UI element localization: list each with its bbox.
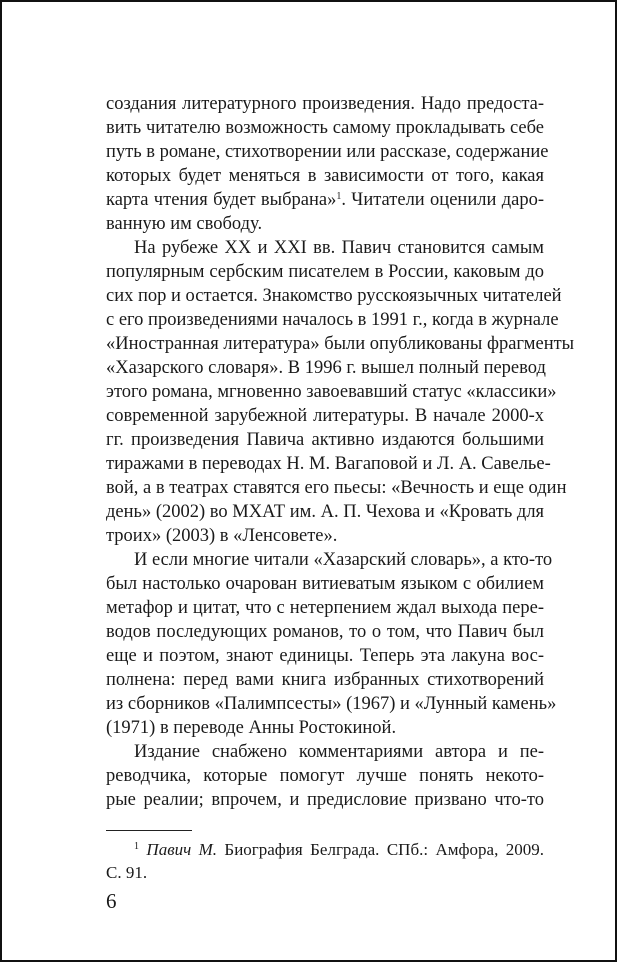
footnote-author: Павич М. — [146, 840, 218, 859]
text-line: вой, а в театрах ставятся его пьесы: «Вечность и еще один — [106, 478, 567, 498]
text-line: популярным сербским писателем в России, каковым до — [106, 262, 544, 282]
text-line: еще и поэтом, знают единицы. Теперь эта лакуна вос- — [106, 646, 544, 666]
text-line — [106, 189, 544, 213]
footnote-divider — [106, 830, 192, 831]
text-line: с его произведениями началось в 1991 г., когда в журнале — [106, 310, 559, 330]
text-line: На рубеже XX и XXI вв. Павич становится самым — [134, 238, 544, 258]
text-line: создания литературного произведения. Надо предоста- — [106, 94, 544, 114]
text-line: из сборников «Палимпсесты» (1967) и «Лунный камень» — [106, 694, 557, 714]
text-line: И если многие читали «Хазарский словарь», а кто-то — [134, 550, 553, 570]
text-line: которых будет меняться в зависимости от того, какая — [106, 166, 544, 186]
text-line: этого романа, мгновенно завоевавший статус «классики» — [106, 382, 557, 402]
footnote-text — [134, 838, 544, 861]
text-line: путь в романе, стихотворении или рассказе, содержание — [106, 142, 549, 162]
page-number: 6 — [106, 889, 117, 913]
text-line: Издание снабжено комментариями автора и пе- — [134, 742, 544, 762]
footnote-reference: 1 — [336, 191, 342, 202]
text-line: (1971) в переводе Анны Ростокиной. — [106, 718, 397, 738]
text-line: полнена: перед вами книга избранных стихотворений — [106, 670, 544, 690]
text-line: ванную им свободу. — [106, 214, 263, 234]
text-line: гг. произведения Павича активно издаются большими — [106, 430, 544, 450]
text-line: рые реалии; впрочем, и предисловие призвано что-то — [106, 790, 544, 810]
footnote-citation: Биография Белграда. СПб.: Амфора, 2009. — [217, 840, 544, 859]
text-line: день» (2002) во МХАТ им. А. П. Чехова и «Кровать для — [106, 502, 545, 522]
text-line: «Иностранная литература» были опубликованы фрагменты — [106, 334, 575, 354]
text-line: был настолько очарован витиеватым языком с обилием — [106, 574, 544, 594]
footnote-text-continued: С. 91. — [106, 863, 148, 882]
text-line: троих» (2003) в «Ленсовете». — [106, 526, 338, 546]
text-line: тиражами в переводах Н. М. Вагаповой и Л. А. Савелье- — [106, 454, 551, 474]
text-line: водов последующих романов, то о том, что Павич был — [106, 622, 544, 642]
text-line: «Хазарского словаря». В 1996 г. вышел полный перевод — [106, 358, 546, 378]
footnote-number: 1 — [134, 841, 139, 852]
text-line: метафор и цитат, что с нетерпением ждал выхода пере- — [106, 598, 544, 618]
text-segment: карта чтения будет выбрана» — [106, 190, 337, 210]
text-line: реводчика, которые помогут лучше понять некото- — [106, 766, 544, 786]
text-line: вить читателю возможность самому прокладывать себе — [106, 118, 544, 138]
text-line: современной зарубежной литературы. В начале 2000-х — [106, 406, 544, 426]
text-line: сих пор и остается. Знакомство русскоязычных читателей — [106, 286, 562, 306]
text-segment: . Читатели оценили даро- — [341, 190, 544, 210]
